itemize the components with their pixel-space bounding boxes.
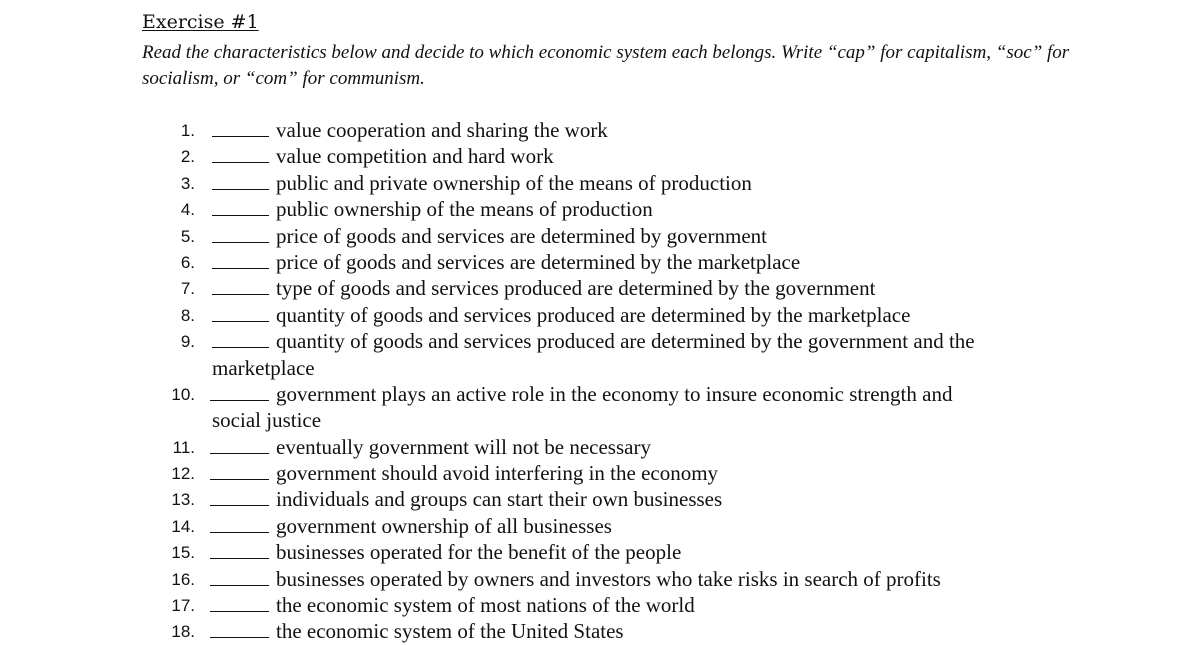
question-item bbox=[0, 592, 1200, 618]
question-number: 9. bbox=[180, 332, 195, 352]
question-item bbox=[0, 486, 1200, 512]
question-text: eventually government will not be necessary bbox=[276, 434, 651, 459]
question-text: government plays an active role in the economy to insure economic strength and bbox=[276, 381, 953, 406]
question-item bbox=[0, 566, 1200, 592]
question-number: 16. bbox=[171, 569, 195, 589]
question-item bbox=[0, 170, 1200, 196]
question-number: 7. bbox=[180, 279, 195, 299]
question-text: individuals and groups can start their own businesses bbox=[276, 487, 723, 512]
answer-blank[interactable] bbox=[210, 400, 269, 401]
question-number: 1. bbox=[180, 121, 195, 140]
question-item bbox=[0, 249, 1200, 275]
question-continuation-line bbox=[0, 407, 1200, 433]
question-number: 12. bbox=[171, 464, 195, 484]
question-text: type of goods and services produced are determined by the government bbox=[276, 276, 876, 301]
question-text: government ownership of all businesses bbox=[276, 513, 612, 538]
question-number: 6. bbox=[180, 252, 195, 272]
answer-blank[interactable] bbox=[210, 585, 269, 586]
answer-blank[interactable] bbox=[212, 268, 269, 269]
answer-blank[interactable] bbox=[212, 189, 269, 190]
answer-blank[interactable] bbox=[212, 162, 269, 163]
question-item bbox=[0, 513, 1200, 539]
question-text: the economic system of the United States bbox=[276, 619, 624, 644]
question-text: public and private ownership of the means of production bbox=[276, 170, 752, 195]
question-item bbox=[0, 381, 1200, 407]
question-item bbox=[0, 460, 1200, 486]
answer-blank[interactable] bbox=[210, 453, 269, 454]
question-number: 15. bbox=[171, 543, 195, 563]
question-text: businesses operated for the benefit of the people bbox=[276, 540, 682, 565]
question-number: 3. bbox=[180, 173, 195, 193]
question-item bbox=[0, 328, 1200, 354]
question-number: 10. bbox=[171, 384, 195, 404]
question-number: 18. bbox=[171, 622, 195, 642]
question-number: 2. bbox=[180, 147, 195, 167]
answer-blank[interactable] bbox=[210, 505, 269, 506]
question-item bbox=[0, 117, 1200, 143]
question-text: the economic system of most nations of the world bbox=[276, 593, 695, 618]
question-text-continuation: social justice bbox=[212, 408, 322, 433]
question-text: quantity of goods and services produced are determined by the marketplace bbox=[276, 302, 911, 327]
answer-blank[interactable] bbox=[210, 637, 269, 638]
question-item bbox=[0, 302, 1200, 328]
question-number: 17. bbox=[171, 596, 195, 616]
question-item bbox=[0, 539, 1200, 565]
instructions-text: Read the characteristics below and decide to which economic system each belongs. Write “cap” for capitalism, “soc” for socialism, or “com” for communism. bbox=[142, 42, 1070, 89]
question-item bbox=[0, 143, 1200, 169]
answer-blank[interactable] bbox=[212, 294, 269, 295]
question-text: government should avoid interfering in the economy bbox=[276, 461, 719, 486]
question-text: quantity of goods and services produced are determined by the government and the bbox=[276, 329, 975, 354]
question-number: 13. bbox=[171, 490, 195, 510]
question-item bbox=[0, 223, 1200, 249]
exercise-title: Exercise #1 bbox=[142, 11, 259, 33]
question-text: value cooperation and sharing the work bbox=[276, 118, 608, 142]
answer-blank[interactable] bbox=[212, 215, 269, 216]
question-number: 14. bbox=[171, 516, 195, 536]
question-item bbox=[0, 196, 1200, 222]
answer-blank[interactable] bbox=[210, 558, 269, 559]
answer-blank[interactable] bbox=[210, 611, 269, 612]
question-text: businesses operated by owners and investors who take risks in search of profits bbox=[276, 566, 941, 591]
question-text: public ownership of the means of production bbox=[276, 197, 653, 222]
answer-blank[interactable] bbox=[212, 136, 269, 137]
question-number: 5. bbox=[180, 226, 195, 246]
question-number: 11. bbox=[172, 437, 195, 457]
question-text: value competition and hard work bbox=[276, 144, 554, 169]
question-item bbox=[0, 275, 1200, 301]
question-continuation-line bbox=[0, 355, 1200, 381]
question-list bbox=[0, 117, 1200, 645]
question-text: price of goods and services are determined by the marketplace bbox=[276, 249, 801, 274]
answer-blank[interactable] bbox=[212, 347, 269, 348]
question-number: 4. bbox=[180, 200, 195, 220]
question-number: 8. bbox=[180, 305, 195, 325]
answer-blank[interactable] bbox=[212, 242, 269, 243]
question-item bbox=[0, 434, 1200, 460]
question-text: price of goods and services are determined by government bbox=[276, 223, 767, 248]
answer-blank[interactable] bbox=[212, 321, 269, 322]
answer-blank[interactable] bbox=[210, 532, 269, 533]
question-text-continuation: marketplace bbox=[212, 355, 315, 380]
question-item bbox=[0, 618, 1200, 644]
answer-blank[interactable] bbox=[210, 479, 269, 480]
